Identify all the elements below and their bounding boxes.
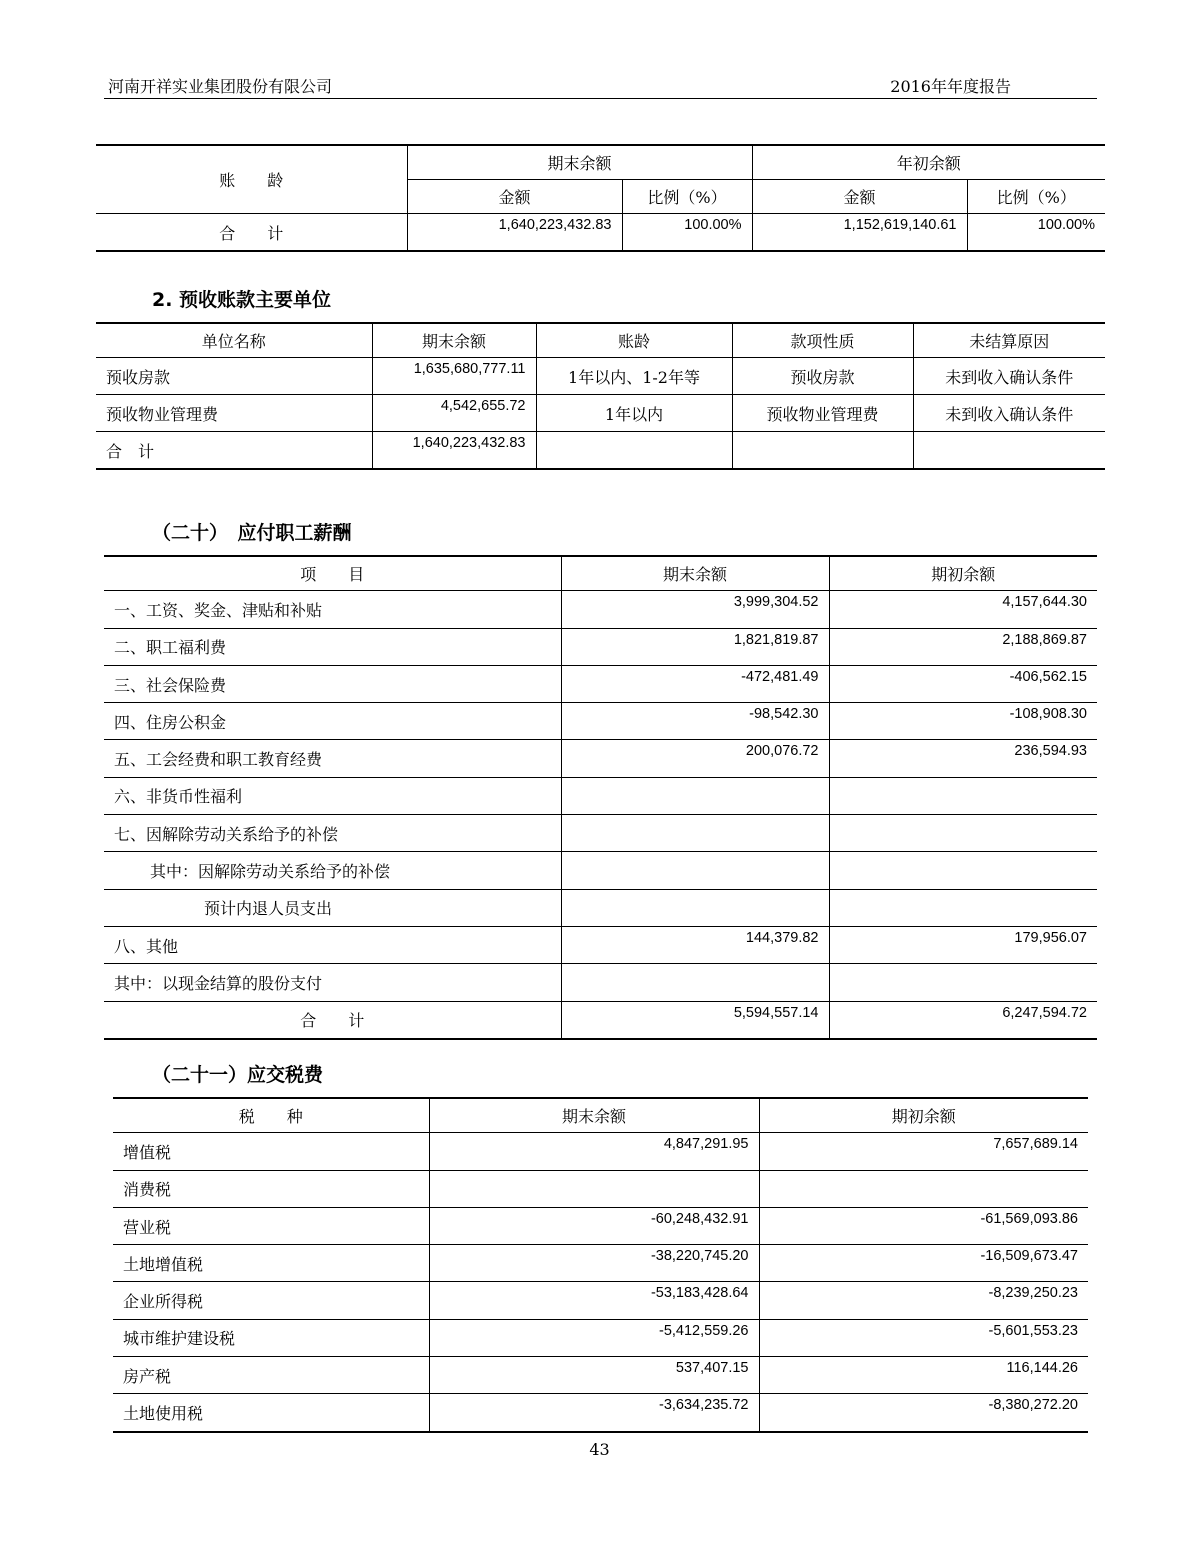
cell-end: -60,248,432.91: [429, 1207, 759, 1244]
table-row: [96, 395, 1105, 432]
cell-tax: 增值税: [113, 1133, 429, 1170]
cell-end: -98,542.30: [561, 703, 829, 740]
cell-end: -5,412,559.26: [429, 1319, 759, 1356]
cell-begin: 116,144.26: [759, 1357, 1088, 1394]
table-row: [104, 964, 1097, 1001]
total-row: [104, 1001, 1097, 1039]
cell-item: 六、非货币性福利: [104, 777, 561, 814]
cell-nature: [732, 432, 913, 470]
cell-tax: 房产税: [113, 1357, 429, 1394]
cell-end: 3,999,304.52: [561, 591, 829, 628]
cell-tax: 消费税: [113, 1170, 429, 1207]
cell-begin: -5,601,553.23: [759, 1319, 1088, 1356]
table-row: [104, 889, 1097, 926]
begin-ratio-header: 比例（%）: [967, 180, 1105, 214]
cell-tax: 土地增值税: [113, 1245, 429, 1282]
company-name: 河南开祥实业集团股份有限公司: [108, 77, 333, 96]
cell-tax: 城市维护建设税: [113, 1319, 429, 1356]
payroll-table: [104, 555, 1097, 1040]
begin-balance-header: 年初余额: [752, 145, 1105, 180]
cell-begin: 6,247,594.72: [829, 1001, 1097, 1039]
table-row: [104, 740, 1097, 777]
cell-end: -38,220,745.20: [429, 1245, 759, 1282]
cell-nature: 预收房款: [732, 358, 913, 395]
cell-unit: 预收物业管理费: [96, 395, 372, 432]
cell-end: 1,821,819.87: [561, 628, 829, 665]
cell-age: 1年以内: [536, 395, 732, 432]
cell-begin: 179,956.07: [829, 926, 1097, 963]
table-row: [113, 1207, 1088, 1244]
cell-amount: 1,640,223,432.83: [372, 432, 536, 470]
cell-begin: -8,239,250.23: [759, 1282, 1088, 1319]
cell-unit: 合 计: [96, 432, 372, 470]
table-row: [104, 777, 1097, 814]
cell-begin: [829, 889, 1097, 926]
cell-tax: 企业所得税: [113, 1282, 429, 1319]
cell-item: 四、住房公积金: [104, 703, 561, 740]
cell-begin: 236,594.93: [829, 740, 1097, 777]
cell-begin: [759, 1170, 1088, 1207]
table-row: [104, 926, 1097, 963]
cell-end: 144,379.82: [561, 926, 829, 963]
report-title: 2016年年度报告: [890, 77, 1011, 96]
table-row: [104, 815, 1097, 852]
table-row: [104, 665, 1097, 702]
cell-unit: 预收房款: [96, 358, 372, 395]
table-row: [113, 1394, 1088, 1432]
cell-end: [561, 889, 829, 926]
cell-end: -53,183,428.64: [429, 1282, 759, 1319]
cell-end: 200,076.72: [561, 740, 829, 777]
cell-begin: [829, 777, 1097, 814]
cell-item: 三、社会保险费: [104, 665, 561, 702]
cell-begin: 4,157,644.30: [829, 591, 1097, 628]
cell-amount: 1,635,680,777.11: [372, 358, 536, 395]
table-row: [113, 1133, 1088, 1170]
total-begin-ratio: 100.00%: [967, 214, 1105, 252]
cell-end: [561, 815, 829, 852]
end-ratio-header: 比例（%）: [622, 180, 752, 214]
section-title: （二十一）应交税费: [152, 1064, 324, 1086]
cell-tax: 土地使用税: [113, 1394, 429, 1432]
cell-item: 五、工会经费和职工教育经费: [104, 740, 561, 777]
table-row: [113, 1357, 1088, 1394]
cell-begin: -406,562.15: [829, 665, 1097, 702]
cell-age: 1年以内、1-2年等: [536, 358, 732, 395]
page-number: 43: [589, 1440, 610, 1459]
cell-begin: [829, 815, 1097, 852]
cell-age: [536, 432, 732, 470]
cell-end: [561, 964, 829, 1001]
cell-nature: 预收物业管理费: [732, 395, 913, 432]
cell-item: 七、因解除劳动关系给予的补偿: [104, 815, 561, 852]
column-header: 期末余额: [429, 1098, 759, 1133]
table-row: [113, 1282, 1088, 1319]
table-row: [104, 703, 1097, 740]
column-header: 账龄: [536, 323, 732, 358]
table-row: [104, 852, 1097, 889]
cell-reason: [913, 432, 1105, 470]
cell-begin: -8,380,272.20: [759, 1394, 1088, 1432]
page-header: [104, 72, 1097, 99]
total-end-amount: 1,640,223,432.83: [407, 214, 622, 252]
table-row: [113, 1319, 1088, 1356]
cell-item: 合 计: [104, 1001, 561, 1039]
section-title: 2. 预收账款主要单位: [152, 289, 332, 311]
table-row: [113, 1245, 1088, 1282]
cell-end: 4,847,291.95: [429, 1133, 759, 1170]
taxes-table: [113, 1097, 1088, 1433]
cell-item: 其中：因解除劳动关系给予的补偿: [104, 852, 561, 889]
cell-amount: 4,542,655.72: [372, 395, 536, 432]
aging-header: 账 龄: [96, 145, 407, 214]
cell-item: 其中：以现金结算的股份支付: [104, 964, 561, 1001]
column-header: 期末余额: [372, 323, 536, 358]
end-amount-header: 金额: [407, 180, 622, 214]
cell-end: [429, 1170, 759, 1207]
column-header: 期初余额: [829, 556, 1097, 591]
advance-receipts-table: [96, 322, 1105, 470]
table-row: [113, 1170, 1088, 1207]
cell-end: [561, 852, 829, 889]
cell-item: 二、职工福利费: [104, 628, 561, 665]
end-balance-header: 期末余额: [407, 145, 752, 180]
column-header: 期初余额: [759, 1098, 1088, 1133]
column-header: 项 目: [104, 556, 561, 591]
cell-item: 八、其他: [104, 926, 561, 963]
table-row: [96, 432, 1105, 470]
section-title: （二十） 应付职工薪酬: [152, 522, 352, 544]
cell-begin: 7,657,689.14: [759, 1133, 1088, 1170]
column-header: 单位名称: [96, 323, 372, 358]
cell-begin: -16,509,673.47: [759, 1245, 1088, 1282]
cell-reason: 未到收入确认条件: [913, 395, 1105, 432]
cell-begin: -108,908.30: [829, 703, 1097, 740]
cell-end: 5,594,557.14: [561, 1001, 829, 1039]
column-header: 未结算原因: [913, 323, 1105, 358]
table-row: [96, 358, 1105, 395]
begin-amount-header: 金额: [752, 180, 967, 214]
table-row: [104, 628, 1097, 665]
total-begin-amount: 1,152,619,140.61: [752, 214, 967, 252]
cell-begin: [829, 852, 1097, 889]
total-label: 合 计: [96, 214, 407, 252]
cell-end: [561, 777, 829, 814]
column-header: 款项性质: [732, 323, 913, 358]
cell-begin: -61,569,093.86: [759, 1207, 1088, 1244]
cell-begin: 2,188,869.87: [829, 628, 1097, 665]
cell-begin: [829, 964, 1097, 1001]
cell-end: 537,407.15: [429, 1357, 759, 1394]
aging-table: [96, 144, 1105, 252]
cell-tax: 营业税: [113, 1207, 429, 1244]
column-header: 期末余额: [561, 556, 829, 591]
cell-item: 一、工资、奖金、津贴和补贴: [104, 591, 561, 628]
cell-reason: 未到收入确认条件: [913, 358, 1105, 395]
cell-item: 预计内退人员支出: [104, 889, 561, 926]
table-row: [104, 591, 1097, 628]
cell-end: -472,481.49: [561, 665, 829, 702]
cell-end: -3,634,235.72: [429, 1394, 759, 1432]
column-header: 税 种: [113, 1098, 429, 1133]
total-end-ratio: 100.00%: [622, 214, 752, 252]
